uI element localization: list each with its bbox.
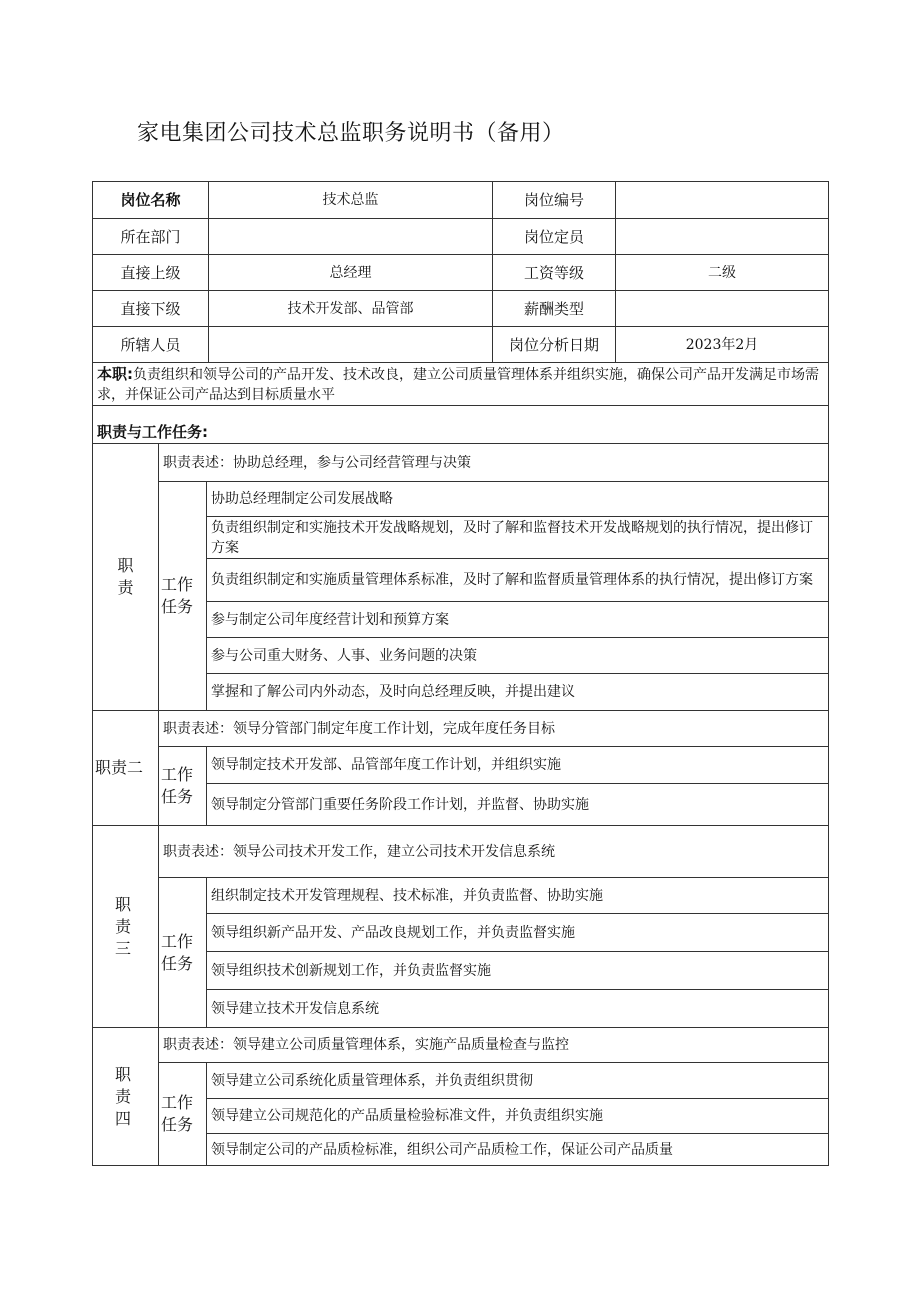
task-label: 工作任务	[159, 747, 207, 826]
info-row	[93, 291, 829, 327]
field-value	[616, 182, 829, 219]
info-row	[93, 182, 829, 219]
task-item: 领导建立公司系统化质量管理体系，并负责组织贯彻	[207, 1063, 829, 1099]
duty-statement-row	[93, 711, 829, 747]
field-value: 2023年2月	[616, 327, 829, 363]
duty-statement: 职责表述：协助总经理，参与公司经营管理与决策	[159, 444, 829, 482]
field-value: 总经理	[209, 255, 493, 291]
info-row	[93, 219, 829, 255]
task-label: 工作任务	[159, 1063, 207, 1166]
duty-name: 职责三	[93, 826, 159, 1028]
field-value: 技术总监	[209, 182, 493, 219]
field-label: 岗位名称	[93, 182, 209, 219]
task-item: 参与公司重大财务、人事、业务问题的决策	[207, 638, 829, 674]
task-item: 负责组织制定和实施技术开发战略规划，及时了解和监督技术开发战略规划的执行情况，提出修订方案	[207, 517, 829, 559]
field-label: 岗位编号	[493, 182, 616, 219]
field-value	[616, 219, 829, 255]
field-label: 所在部门	[93, 219, 209, 255]
field-label: 岗位分析日期	[493, 327, 616, 363]
task-item: 领导制定公司的产品质检标准，组织公司产品质检工作，保证公司产品质量	[207, 1134, 829, 1166]
info-table	[92, 181, 829, 444]
field-label: 薪酬类型	[493, 291, 616, 327]
duty-statement: 职责表述：领导建立公司质量管理体系，实施产品质量检查与监控	[159, 1028, 829, 1063]
task-item: 参与制定公司年度经营计划和预算方案	[207, 602, 829, 638]
field-label: 所辖人员	[93, 327, 209, 363]
duties-table	[92, 443, 829, 1166]
duty-statement: 职责表述：领导公司技术开发工作，建立公司技术开发信息系统	[159, 826, 829, 878]
task-row	[93, 747, 829, 784]
task-label: 工作任务	[159, 878, 207, 1028]
document-title: 家电集团公司技术总监职务说明书（备用）	[137, 121, 565, 146]
duties-header: 职责与工作任务:	[93, 406, 829, 444]
duty-statement-row	[93, 826, 829, 878]
duty-statement-row	[93, 444, 829, 482]
task-item: 领导制定分管部门重要任务阶段工作计划，并监督、协助实施	[207, 784, 829, 826]
task-item: 领导建立公司规范化的产品质量检验标准文件，并负责组织实施	[207, 1099, 829, 1134]
task-item: 领导建立技术开发信息系统	[207, 990, 829, 1028]
task-row	[93, 1063, 829, 1099]
task-item: 协助总经理制定公司发展战略	[207, 482, 829, 517]
core-duty-label: 本职:	[97, 364, 133, 383]
field-label: 岗位定员	[493, 219, 616, 255]
field-value: 技术开发部、品管部	[209, 291, 493, 327]
duty-name: 职责二	[93, 711, 159, 826]
duty-name: 职责	[93, 444, 159, 711]
core-duty-cell	[93, 363, 829, 406]
task-item: 组织制定技术开发管理规程、技术标准，并负责监督、协助实施	[207, 878, 829, 914]
info-row	[93, 327, 829, 363]
task-row	[93, 878, 829, 914]
field-value	[209, 327, 493, 363]
field-label: 直接下级	[93, 291, 209, 327]
task-row	[93, 482, 829, 517]
field-label: 工资等级	[493, 255, 616, 291]
task-item: 掌握和了解公司内外动态，及时向总经理反映，并提出建议	[207, 674, 829, 711]
core-duty-text: 负责组织和领导公司的产品开发、技术改良，建立公司质量管理体系并组织实施，确保公司产品开发满足市场需求，并保证公司产品达到目标质量水平	[97, 366, 819, 403]
field-label: 直接上级	[93, 255, 209, 291]
duty-statement-row	[93, 1028, 829, 1063]
info-row	[93, 255, 829, 291]
task-label: 工作任务	[159, 482, 207, 711]
field-value	[209, 219, 493, 255]
field-value	[616, 291, 829, 327]
field-value: 二级	[616, 255, 829, 291]
duty-statement: 职责表述：领导分管部门制定年度工作计划，完成年度任务目标	[159, 711, 829, 747]
task-item: 领导组织新产品开发、产品改良规划工作，并负责监督实施	[207, 914, 829, 952]
duty-name: 职责四	[93, 1028, 159, 1166]
task-item: 领导组织技术创新规划工作，并负责监督实施	[207, 952, 829, 990]
task-item: 负责组织制定和实施质量管理体系标准，及时了解和监督质量管理体系的执行情况，提出修订方案	[207, 559, 829, 602]
task-item: 领导制定技术开发部、品管部年度工作计划，并组织实施	[207, 747, 829, 784]
